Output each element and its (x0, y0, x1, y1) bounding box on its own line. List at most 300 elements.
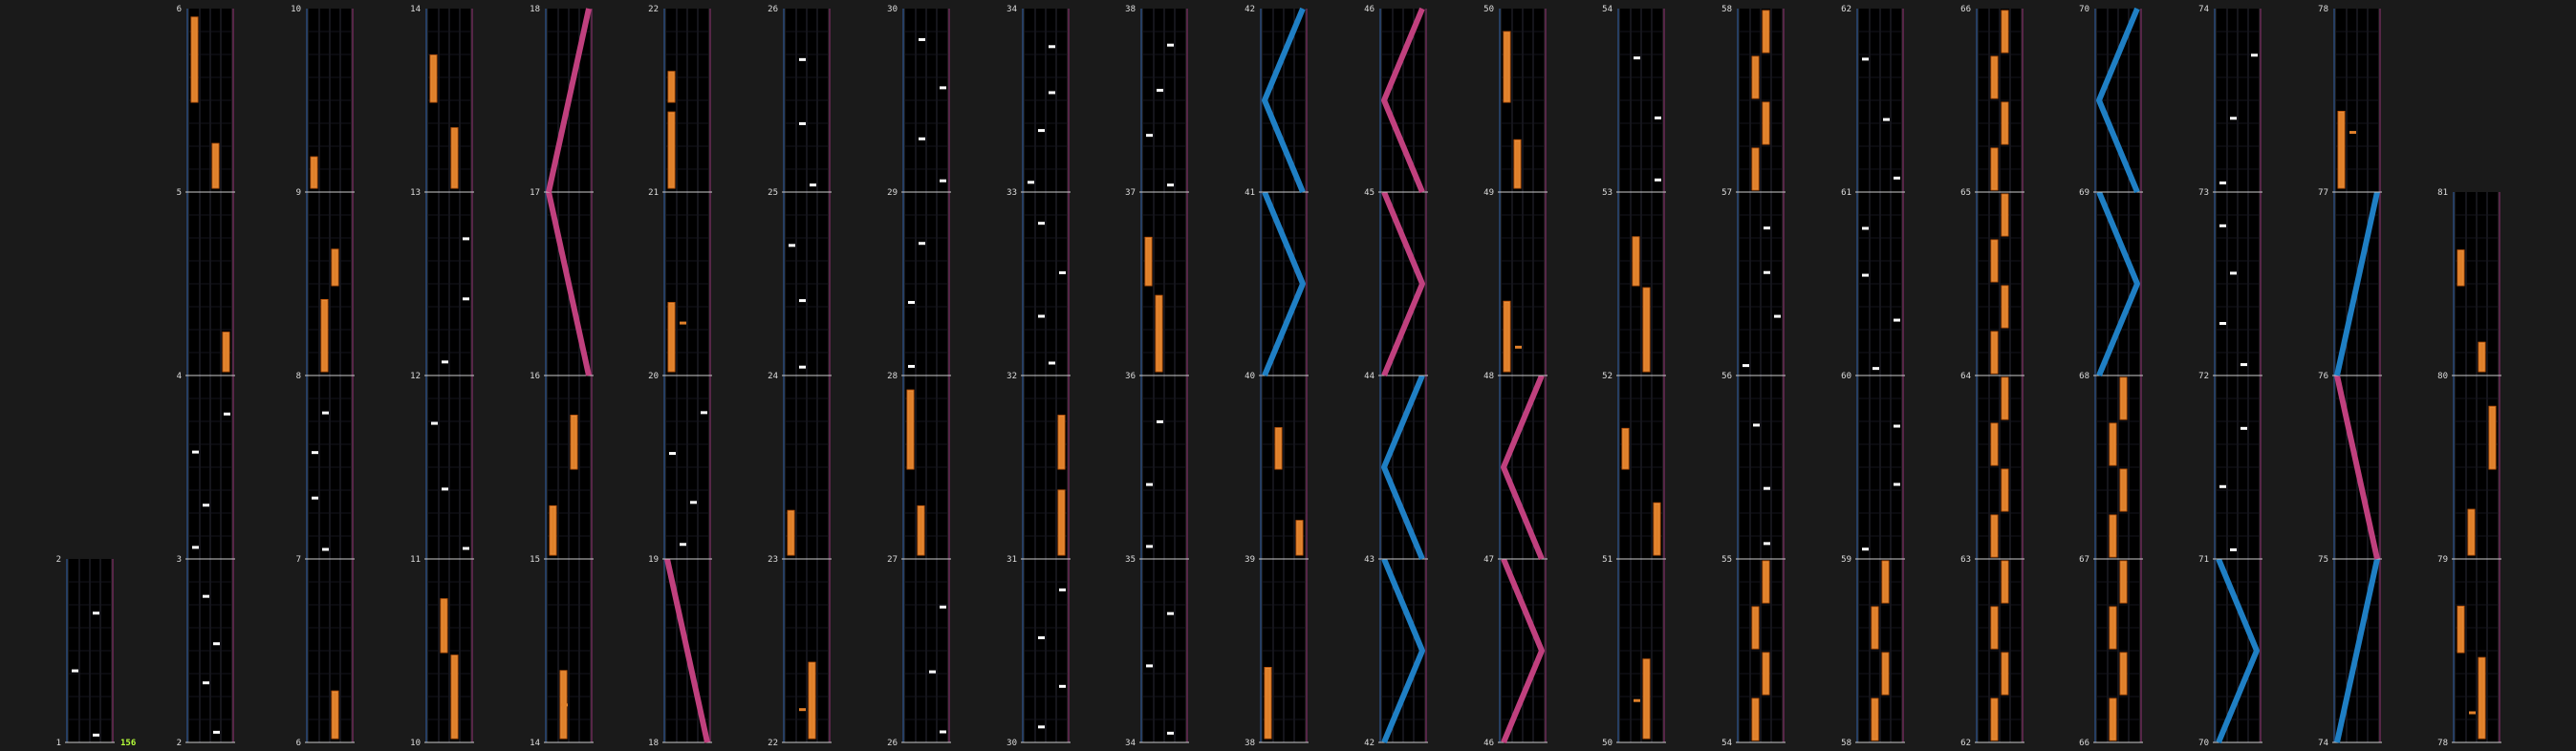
flick-note (2469, 711, 2476, 714)
measure-number-label: 5 (176, 188, 182, 198)
measure-number-label: 44 (1364, 372, 1375, 381)
measure-block (648, 559, 712, 748)
measure-block (1721, 376, 1786, 565)
measure-block (177, 192, 235, 381)
tap-note (213, 642, 220, 645)
measure-block (2318, 192, 2382, 381)
tap-note (2219, 322, 2226, 325)
lane-column (1125, 5, 1189, 748)
measure-number-label: 53 (1602, 188, 1613, 198)
tap-note (1059, 589, 1066, 591)
measure-number-label: 64 (1960, 372, 1971, 381)
measure-block (1483, 5, 1548, 198)
measure-number-label: 60 (1841, 372, 1851, 381)
measure-block (1007, 5, 1071, 198)
measure-block (1602, 192, 1666, 381)
measure-block (2079, 559, 2143, 748)
measure-end-label: 70 (2079, 5, 2089, 14)
measure-number-label: 42 (1364, 739, 1375, 748)
measure-block (1125, 376, 1189, 565)
tap-note (1059, 685, 1066, 688)
lane-column (1007, 5, 1071, 748)
measure-block (1602, 376, 1666, 565)
measure-block (2198, 5, 2262, 198)
measure-block (2437, 376, 2501, 565)
measure-block (410, 5, 474, 198)
measure-end-label: 46 (1364, 5, 1375, 14)
tap-note (2240, 363, 2247, 366)
tap-note (224, 413, 230, 416)
measure-block (1602, 559, 1666, 748)
lane-column (2198, 5, 2262, 748)
measure-number-label: 21 (648, 188, 659, 198)
measure-end-label: 58 (1721, 5, 1732, 14)
measure-number-label: 24 (768, 372, 778, 381)
tap-note (72, 670, 78, 673)
tap-note (1894, 425, 1900, 428)
tap-note (2240, 427, 2247, 430)
tap-note (1655, 117, 1661, 119)
measure-block (530, 376, 594, 565)
measure-block (296, 559, 355, 748)
tap-note (2219, 182, 2226, 184)
tap-note (1774, 315, 1781, 318)
measure-number-label: 39 (1245, 555, 1255, 565)
lane-column (648, 5, 712, 748)
measure-number-label: 67 (2079, 555, 2089, 565)
lane-column (2437, 188, 2501, 748)
lane-column (56, 555, 115, 748)
measure-number-label: 12 (410, 372, 421, 381)
tap-note (1634, 56, 1640, 59)
tap-note (1146, 134, 1153, 137)
tap-note (799, 366, 806, 369)
measure-block (1602, 5, 1666, 198)
measure-block (768, 192, 832, 381)
measure-number-label: 75 (2318, 555, 2328, 565)
measure-number-label: 31 (1007, 555, 1017, 565)
measure-number-label: 47 (1483, 555, 1494, 565)
measure-number-label: 74 (2318, 739, 2328, 748)
lane-column (768, 5, 832, 748)
measure-block (1960, 559, 2024, 748)
tap-note (1167, 183, 1174, 186)
measure-block (177, 559, 235, 748)
measure-number-label: 2 (176, 739, 182, 748)
measure-number-label: 52 (1602, 372, 1613, 381)
tap-note (940, 86, 946, 89)
tap-note (1059, 271, 1066, 274)
measure-number-label: 50 (1602, 739, 1613, 748)
lane-column (2079, 5, 2143, 748)
measure-number-label: 8 (295, 372, 301, 381)
tap-note (463, 547, 469, 549)
measure-number-label: 27 (887, 555, 898, 565)
tap-note (799, 122, 806, 125)
measure-block (2079, 5, 2143, 198)
tap-note (1862, 547, 1869, 550)
measure-number-label: 29 (887, 188, 898, 198)
measure-block (2198, 192, 2262, 381)
measure-block (410, 192, 474, 381)
lane-column (1483, 5, 1548, 748)
measure-block (2318, 559, 2382, 748)
measure-block (1841, 192, 1905, 381)
tap-note (1038, 725, 1045, 728)
lane-column (1721, 5, 1786, 748)
tap-note (799, 58, 806, 61)
measure-end-label: 14 (410, 5, 421, 14)
tap-note (919, 38, 925, 41)
lane-column (291, 5, 355, 748)
measure-block (648, 192, 712, 381)
measure-block (2437, 188, 2501, 381)
measure-block (56, 555, 115, 748)
measure-number-label: 61 (1841, 188, 1851, 198)
measure-number-label: 19 (648, 555, 659, 565)
tap-note (680, 543, 686, 546)
measure-block (1721, 559, 1786, 748)
measure-number-label: 68 (2079, 372, 2089, 381)
tap-note (1764, 487, 1770, 490)
measure-number-label: 16 (530, 372, 540, 381)
measure-end-label: 78 (2318, 5, 2328, 14)
tap-note (919, 242, 925, 245)
lane-column (887, 5, 951, 748)
measure-number-label: 17 (530, 188, 540, 198)
tap-note (312, 497, 318, 500)
measure-number-label: 13 (410, 188, 421, 198)
measure-end-label: 30 (887, 5, 898, 14)
measure-block (1841, 376, 1905, 565)
tap-note (669, 452, 676, 455)
measure-block (1245, 5, 1309, 198)
measure-number-label: 48 (1483, 372, 1494, 381)
lane-column (1364, 5, 1428, 748)
measure-block (1007, 559, 1071, 748)
tap-note (1146, 664, 1153, 667)
measure-number-label: 36 (1125, 372, 1136, 381)
measure-block (2318, 5, 2382, 198)
measure-number-label: 70 (2198, 739, 2209, 748)
tap-note (1038, 636, 1045, 639)
measure-number-label: 69 (2079, 188, 2089, 198)
tap-note (908, 301, 915, 304)
measure-end-label: 54 (1602, 5, 1613, 14)
measure-block (1007, 376, 1071, 565)
measure-number-label: 59 (1841, 555, 1851, 565)
tap-note (1894, 319, 1900, 322)
tap-note (2251, 54, 2258, 56)
tap-note (442, 487, 448, 490)
measure-number-label: 54 (1721, 739, 1732, 748)
tap-note (799, 299, 806, 302)
measure-number-label: 41 (1245, 188, 1255, 198)
tap-note (93, 612, 99, 614)
measure-block (1125, 5, 1189, 198)
measure-number-label: 57 (1721, 188, 1732, 198)
measure-number-label: 80 (2437, 372, 2448, 381)
measure-number-label: 73 (2198, 188, 2209, 198)
measure-number-label: 28 (887, 372, 898, 381)
measure-number-label: 15 (530, 555, 540, 565)
measure-number-label: 22 (768, 739, 778, 748)
tap-note (1028, 181, 1034, 183)
measure-number-label: 6 (295, 739, 301, 748)
measure-block (1721, 192, 1786, 381)
tap-note (2230, 117, 2237, 119)
tap-note (1883, 118, 1890, 121)
measure-number-label: 72 (2198, 372, 2209, 381)
measure-end-label: 62 (1841, 5, 1851, 14)
measure-end-label: 50 (1483, 5, 1494, 14)
measure-block (1841, 5, 1905, 198)
measure-number-label: 71 (2198, 555, 2209, 565)
measure-block (2198, 559, 2262, 748)
measure-end-label: 66 (1960, 5, 1971, 14)
measure-number-label: 40 (1245, 372, 1255, 381)
tap-note (203, 595, 209, 598)
measure-number-label: 58 (1841, 739, 1851, 748)
measure-block (1364, 5, 1428, 198)
measure-end-label: 38 (1125, 5, 1136, 14)
lane-column (177, 5, 235, 748)
tap-note (1167, 732, 1174, 735)
measure-block (1125, 559, 1189, 748)
measure-number-label: 65 (1960, 188, 1971, 198)
tap-note (192, 546, 199, 548)
tap-note (312, 451, 318, 454)
lane-column (1960, 5, 2024, 748)
measure-number-label: 11 (410, 555, 421, 565)
measure-number-label: 32 (1007, 372, 1017, 381)
tap-note (690, 501, 697, 504)
measure-block (1483, 559, 1548, 748)
tap-note (908, 365, 915, 368)
lane-column (1245, 5, 1309, 748)
measure-number-label: 18 (648, 739, 659, 748)
tap-note (2230, 548, 2237, 551)
measure-number-label: 1 (55, 739, 61, 748)
measure-block (887, 559, 951, 748)
measure-number-label: 9 (295, 188, 301, 198)
measure-end-label: 42 (1245, 5, 1255, 14)
measure-block (296, 192, 355, 381)
measure-number-label: 37 (1125, 188, 1136, 198)
measure-number-label: 7 (295, 555, 301, 565)
measure-block (1364, 192, 1428, 381)
tap-note (1038, 222, 1045, 225)
measure-number-label: 20 (648, 372, 659, 381)
tap-note (1049, 361, 1055, 364)
measure-number-label: 4 (176, 372, 182, 381)
tap-note (1049, 91, 1055, 94)
measure-end-label: 2 (55, 555, 61, 565)
tap-note (1862, 57, 1869, 60)
measure-block (1483, 192, 1548, 381)
measure-number-label: 33 (1007, 188, 1017, 198)
tap-note (1764, 226, 1770, 229)
measure-block (296, 376, 355, 565)
measure-block (768, 376, 832, 565)
measure-number-label: 3 (176, 555, 182, 565)
measure-end-label: 10 (291, 5, 301, 14)
measure-number-label: 30 (1007, 739, 1017, 748)
measure-end-label: 81 (2437, 188, 2448, 198)
flick-note (1515, 346, 1522, 349)
measure-number-label: 14 (530, 739, 540, 748)
measure-number-label: 25 (768, 188, 778, 198)
measure-block (2079, 192, 2143, 381)
tap-note (1764, 271, 1770, 274)
measure-end-label: 6 (176, 5, 182, 14)
tap-note (192, 451, 199, 454)
tap-note (2230, 271, 2237, 274)
tap-note (1157, 89, 1163, 92)
flick-note (799, 708, 806, 711)
tap-note (1894, 177, 1900, 180)
measure-block (291, 5, 355, 198)
measure-block (2318, 376, 2382, 565)
tap-note (322, 412, 329, 415)
tap-note (1049, 45, 1055, 48)
tap-note (789, 244, 795, 247)
measure-number-label: 78 (2437, 739, 2448, 748)
measure-number-label: 66 (2079, 739, 2089, 748)
measure-number-label: 10 (410, 739, 421, 748)
measure-number-label: 49 (1483, 188, 1494, 198)
measure-block (2437, 559, 2501, 748)
lane-column (1841, 5, 1905, 748)
tap-note (1655, 179, 1661, 182)
measure-end-label: 22 (648, 5, 659, 14)
tap-note (322, 547, 329, 550)
tap-note (1146, 483, 1153, 486)
tap-note (1862, 226, 1869, 229)
tap-note (929, 671, 936, 674)
measure-block (2079, 376, 2143, 565)
tap-note (1894, 483, 1900, 485)
measure-number-label: 63 (1960, 555, 1971, 565)
measure-number-label: 26 (887, 739, 898, 748)
tap-note (1167, 44, 1174, 47)
measure-block (1841, 559, 1905, 748)
measure-block (1245, 192, 1309, 381)
lane-column (410, 5, 474, 748)
measure-number-label: 76 (2318, 372, 2328, 381)
tap-note (213, 731, 220, 734)
measure-block (887, 376, 951, 565)
tap-note (1743, 364, 1749, 367)
tap-note (442, 360, 448, 363)
measure-number-label: 45 (1364, 188, 1375, 198)
measure-block (530, 192, 594, 381)
tap-note (1872, 367, 1879, 370)
flick-note (1634, 699, 1640, 702)
tap-note (203, 504, 209, 506)
measure-block (1960, 5, 2024, 198)
measure-number-label: 55 (1721, 555, 1732, 565)
measure-block (768, 559, 832, 748)
measure-number-label: 38 (1245, 739, 1255, 748)
measure-block (410, 559, 474, 748)
lane-column (530, 5, 594, 748)
measure-block (1245, 376, 1309, 565)
tap-note (2219, 225, 2226, 227)
tap-note (919, 138, 925, 140)
measure-number-label: 51 (1602, 555, 1613, 565)
measure-end-label: 26 (768, 5, 778, 14)
measure-block (887, 5, 951, 198)
bpm-label: 156 (120, 739, 137, 748)
measure-block (1245, 559, 1309, 748)
measure-number-label: 77 (2318, 188, 2328, 198)
tap-note (1038, 314, 1045, 317)
measure-number-label: 43 (1364, 555, 1375, 565)
measure-number-label: 46 (1483, 739, 1494, 748)
tap-note (463, 297, 469, 300)
tap-note (203, 681, 209, 684)
measure-number-label: 35 (1125, 555, 1136, 565)
measure-end-label: 74 (2198, 5, 2209, 14)
measure-block (1960, 192, 2024, 381)
tap-note (940, 180, 946, 182)
measure-block (530, 559, 594, 748)
measure-block (648, 5, 712, 198)
measure-block (648, 376, 712, 565)
tap-note (810, 183, 816, 186)
measure-block (1125, 192, 1189, 381)
measure-end-label: 18 (530, 5, 540, 14)
measure-block (887, 192, 951, 381)
tap-note (463, 237, 469, 240)
flick-note (2349, 131, 2356, 134)
measure-block (177, 5, 235, 198)
measure-block (1483, 376, 1548, 565)
tap-note (940, 606, 946, 609)
measure-block (2198, 376, 2262, 565)
tap-note (1167, 612, 1174, 615)
tap-note (1862, 274, 1869, 277)
tap-note (2219, 485, 2226, 488)
measure-block (1721, 5, 1786, 198)
measure-block (1007, 192, 1071, 381)
measure-block (410, 376, 474, 565)
measure-number-label: 79 (2437, 555, 2448, 565)
measure-block (177, 376, 235, 565)
flick-note (680, 322, 686, 325)
tap-note (1764, 542, 1770, 545)
tap-note (1146, 545, 1153, 547)
tap-note (940, 730, 946, 733)
measure-block (1960, 376, 2024, 565)
measure-number-label: 62 (1960, 739, 1971, 748)
tap-note (1157, 420, 1163, 423)
lane-column (1602, 5, 1666, 748)
tap-note (701, 411, 707, 414)
tap-note (431, 422, 438, 425)
measure-number-label: 34 (1125, 739, 1136, 748)
measure-block (1364, 559, 1428, 748)
tap-note (93, 734, 99, 737)
lane-column (2318, 5, 2382, 748)
measure-end-label: 34 (1007, 5, 1017, 14)
measure-number-label: 23 (768, 555, 778, 565)
flick-note (561, 703, 568, 706)
measure-block (1364, 376, 1428, 565)
measure-number-label: 56 (1721, 372, 1732, 381)
measure-block (530, 5, 594, 198)
